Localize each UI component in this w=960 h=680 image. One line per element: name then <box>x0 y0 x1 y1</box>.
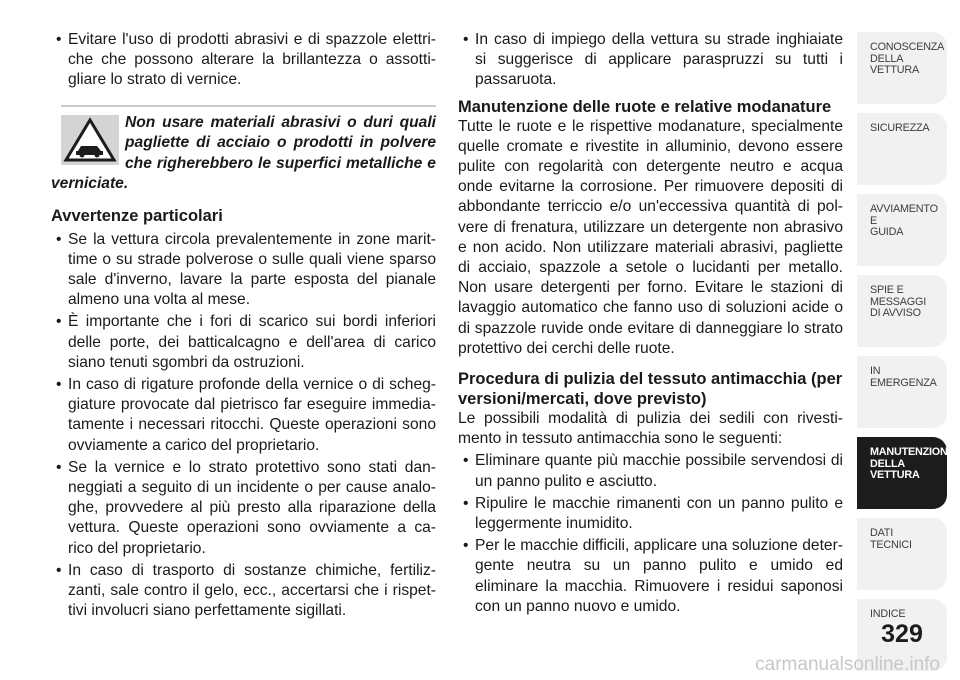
page-number: 329 <box>881 620 923 648</box>
wheels-paragraph: Tutte le ruote e le rispettive modanature, specialmente quelle cromate e rivestite in alluminio, devono essere pulite con regolarità con detergente neutro e acqua onde evitarne la corrosione. Per rimuovere depositi di abbondante terriccio e/o un'eccessiva quantità di pol-vere di frenatura, utilizzare un detergente non abrasivo e non acido. Non utilizzare materiali abrasivi, pagliette di acciaio, spazzole a setole o lucidanti per metallo. Non usare detergenti per forno. Evitare le stazioni di lavaggio automatico che fanno uso di soluzioni acide o di spazzole ruvide onde evitare di danneggiare lo strato protettivo dei cerchi delle ruote. <box>458 117 843 357</box>
tab-label: DATI TECNICI <box>870 527 912 551</box>
intro-list-left <box>51 30 436 91</box>
list-item: • Se la vettura circola prevalentemente in zone marit-time o su strade polverose o sulle quali viene sparso sale d'inverno, lavare la parte esposta del pianale almeno una volta al mese. <box>51 230 436 311</box>
right-column <box>458 30 843 619</box>
section-heading: Avvertenze particolari <box>51 206 223 225</box>
list-item: • Eliminare quante più macchie possibile servendosi di un panno pulito e asciutto. <box>458 451 843 491</box>
tab-in-emergenza[interactable] <box>857 356 947 428</box>
tab-label: MANUTENZIONE DELLA VETTURA <box>870 446 955 482</box>
tab-label: INDICE <box>870 608 906 620</box>
particular-warnings-list <box>51 230 436 622</box>
fabric-cleaning-list <box>458 451 843 617</box>
watermark: carmanualsonline.info <box>755 654 940 675</box>
tab-avviamento-e-guida[interactable] <box>857 194 947 266</box>
tab-spie-e-messaggi[interactable] <box>857 275 947 347</box>
tab-dati-tecnici[interactable] <box>857 518 947 590</box>
list-item: • In caso di impiego della vettura su strade inghiaiate si suggerisce di applicare paraspruzzi su tutti i passaruota. <box>458 30 843 91</box>
list-item: • In caso di trasporto di sostanze chimiche, fertiliz-zanti, sale contro il gelo, ecc., accertarsi che i rispet-tivi involucri siano perfettamente sigillati. <box>51 561 436 622</box>
wheels-heading: Manutenzione delle ruote e relative modanature <box>458 97 832 116</box>
warning-text: Non usare materiali abrasivi o duri quali pagliette di acciaio o prodotti in polvere che righerebbero le superfici metalliche e verniciate. <box>51 113 436 193</box>
list-item: • Ripulire le macchie rimanenti con un panno pulito e leggermente inumidito. <box>458 494 843 534</box>
list-item: • Per le macchie difficili, applicare una soluzione deter-gente neutra su un panno pulito e umido ed eliminare la macchia. Rimuovere i residui saponosi con un panno nuovo e umido. <box>458 536 843 617</box>
warning-divider <box>61 105 436 107</box>
tab-conoscenza-della-vettura[interactable] <box>857 32 947 104</box>
list-item: • È importante che i fori di scarico sui bordi inferiori delle porte, dei batticalcagno e dell'area di carico siano tenuti sgombri da ostruzioni. <box>51 312 436 373</box>
left-column <box>51 30 436 623</box>
tab-label: SICUREZZA <box>870 122 930 134</box>
tab-label: AVVIAMENTO E GUIDA <box>870 203 938 239</box>
tab-manutenzione-della-vettura[interactable] <box>857 437 955 509</box>
list-item: • In caso di rigature profonde della vernice o di scheg-giature provocate dal pietrisco far eseguire immedia-tamente i necessari ritocchi. Queste operazioni sono ovviamente a carico del proprietario. <box>51 375 436 456</box>
chapter-tabs <box>857 32 955 680</box>
tab-label: IN EMERGENZA <box>870 365 937 389</box>
tab-label: SPIE E MESSAGGI DI AVVISO <box>870 284 926 320</box>
list-item: • Se la vernice e lo strato protettivo sono stati dan-neggiati a seguito di un incidente o per cause analo-ghe, provvedere al più presto alla riparazione della vettura. Queste operazioni sono ovviamente a ca-rico del proprietario. <box>51 458 436 559</box>
tab-label: CONOSCENZA DELLA VETTURA <box>870 41 945 77</box>
fabric-paragraph: Le possibili modalità di pulizia dei sedili con rivesti-mento in tessuto antimacchia sono le seguenti: <box>458 410 843 448</box>
warning-box <box>51 105 436 194</box>
list-item: • Evitare l'uso di prodotti abrasivi e di spazzole elettri-che che possono alterare la brillantezza o assotti-gliare lo strato di vernice. <box>51 30 436 91</box>
tab-sicurezza[interactable] <box>857 113 947 185</box>
intro-list-right <box>458 30 843 91</box>
fabric-heading: Procedura di pulizia del tessuto antimacchia (per versioni/mercati, dove previsto) <box>458 370 843 409</box>
